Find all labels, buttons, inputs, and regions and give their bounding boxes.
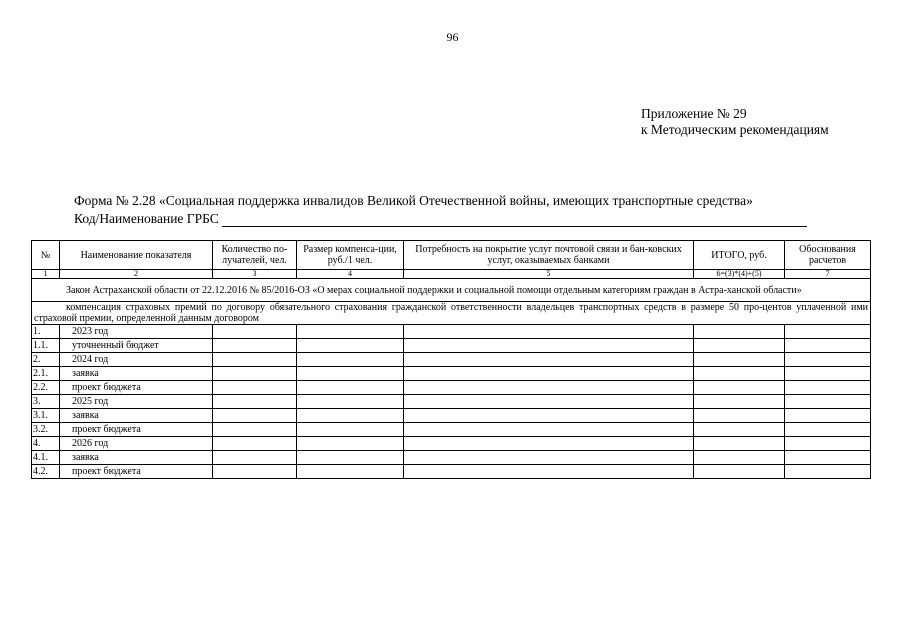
value-cell[interactable] xyxy=(785,367,871,381)
column-number: 4 xyxy=(297,270,404,279)
value-cell[interactable] xyxy=(694,325,785,339)
row-number: 1. xyxy=(32,325,60,339)
header-cell: Размер компенса-ции, руб./1 чел. xyxy=(297,241,404,270)
value-cell[interactable] xyxy=(297,465,404,479)
form-title: Форма № 2.28 «Социальная поддержка инвалидов Великой Отечественной войны, имеющих транспортные средства» xyxy=(74,193,753,208)
row-label: 2023 год xyxy=(60,325,213,339)
value-cell[interactable] xyxy=(694,409,785,423)
value-cell[interactable] xyxy=(404,325,694,339)
value-cell[interactable] xyxy=(404,339,694,353)
value-cell[interactable] xyxy=(785,409,871,423)
value-cell[interactable] xyxy=(785,437,871,451)
appendix-note xyxy=(641,106,829,138)
law-row xyxy=(32,279,871,302)
value-cell[interactable] xyxy=(404,353,694,367)
row-number: 1.1. xyxy=(32,339,60,353)
grbs-blank-line xyxy=(222,214,807,227)
row-label: заявка xyxy=(60,451,213,465)
column-number: 6=(3)*(4)+(5) xyxy=(694,270,785,279)
report-table xyxy=(31,240,871,479)
law-text: Закон Астраханской области от 22.12.2016 № 85/2016-ОЗ «О мерах социальной поддержки и социальной помощи отдельным категориям граждан в Астра-ханской области» xyxy=(32,279,871,302)
value-cell[interactable] xyxy=(404,367,694,381)
value-cell[interactable] xyxy=(213,325,297,339)
table-row xyxy=(32,395,871,409)
value-cell[interactable] xyxy=(297,451,404,465)
column-number: 3 xyxy=(213,270,297,279)
table-row xyxy=(32,367,871,381)
value-cell[interactable] xyxy=(785,339,871,353)
column-number: 2 xyxy=(60,270,213,279)
value-cell[interactable] xyxy=(213,395,297,409)
table-row xyxy=(32,325,871,339)
value-cell[interactable] xyxy=(404,395,694,409)
value-cell[interactable] xyxy=(213,381,297,395)
appendix-line-1: Приложение № 29 xyxy=(641,106,747,121)
value-cell[interactable] xyxy=(694,437,785,451)
row-label: 2025 год xyxy=(60,395,213,409)
row-number: 3. xyxy=(32,395,60,409)
header-cell: Наименование показателя xyxy=(60,241,213,270)
table-row xyxy=(32,423,871,437)
row-number: 4. xyxy=(32,437,60,451)
value-cell[interactable] xyxy=(213,465,297,479)
value-cell[interactable] xyxy=(297,325,404,339)
value-cell[interactable] xyxy=(297,395,404,409)
value-cell[interactable] xyxy=(213,353,297,367)
value-cell[interactable] xyxy=(404,423,694,437)
table-row xyxy=(32,465,871,479)
row-label: уточненный бюджет xyxy=(60,339,213,353)
row-number: 4.1. xyxy=(32,451,60,465)
value-cell[interactable] xyxy=(297,423,404,437)
row-label: 2024 год xyxy=(60,353,213,367)
value-cell[interactable] xyxy=(785,325,871,339)
row-label: 2026 год xyxy=(60,437,213,451)
row-label: проект бюджета xyxy=(60,381,213,395)
header-cell: Количество по-лучателей, чел. xyxy=(213,241,297,270)
appendix-line-2: к Методическим рекомендациям xyxy=(641,122,829,137)
value-cell[interactable] xyxy=(785,381,871,395)
measure-text: компенсация страховых премий по договору обязательного страхования гражданской ответственности владельцев транспортных средств в размере 50 про-центов уплаченной ими страховой премии, определенной данным договором xyxy=(32,302,871,325)
column-number: 7 xyxy=(785,270,871,279)
row-number: 2. xyxy=(32,353,60,367)
value-cell[interactable] xyxy=(297,409,404,423)
row-number: 3.2. xyxy=(32,423,60,437)
value-cell[interactable] xyxy=(404,465,694,479)
value-cell[interactable] xyxy=(785,353,871,367)
value-cell[interactable] xyxy=(694,451,785,465)
value-cell[interactable] xyxy=(297,381,404,395)
header-row xyxy=(32,241,871,270)
value-cell[interactable] xyxy=(785,423,871,437)
value-cell[interactable] xyxy=(404,381,694,395)
value-cell[interactable] xyxy=(297,367,404,381)
header-cell: ИТОГО, руб. xyxy=(694,241,785,270)
row-label: заявка xyxy=(60,409,213,423)
row-number: 2.2. xyxy=(32,381,60,395)
table-row xyxy=(32,409,871,423)
value-cell[interactable] xyxy=(694,423,785,437)
value-cell[interactable] xyxy=(404,451,694,465)
value-cell[interactable] xyxy=(213,367,297,381)
value-cell[interactable] xyxy=(694,353,785,367)
header-cell: Обоснования расчетов xyxy=(785,241,871,270)
column-number: 1 xyxy=(32,270,60,279)
row-number: 4.2. xyxy=(32,465,60,479)
row-label: проект бюджета xyxy=(60,423,213,437)
value-cell[interactable] xyxy=(694,367,785,381)
header-cell: Потребность на покрытие услуг почтовой связи и бан-ковских услуг, оказываемых банками xyxy=(404,241,694,270)
column-number-row xyxy=(32,270,871,279)
value-cell[interactable] xyxy=(694,339,785,353)
page-number: 96 xyxy=(446,30,459,44)
table-row xyxy=(32,437,871,451)
measure-row xyxy=(32,302,871,325)
value-cell[interactable] xyxy=(694,381,785,395)
table-row xyxy=(32,451,871,465)
grbs-field xyxy=(74,211,807,227)
value-cell[interactable] xyxy=(785,465,871,479)
value-cell[interactable] xyxy=(213,451,297,465)
value-cell[interactable] xyxy=(297,353,404,367)
value-cell[interactable] xyxy=(694,465,785,479)
column-number: 5 xyxy=(404,270,694,279)
value-cell[interactable] xyxy=(213,409,297,423)
value-cell[interactable] xyxy=(785,451,871,465)
grbs-label: Код/Наименование ГРБС xyxy=(74,211,219,226)
row-number: 2.1. xyxy=(32,367,60,381)
table-row xyxy=(32,353,871,367)
value-cell[interactable] xyxy=(785,395,871,409)
table-row xyxy=(32,339,871,353)
value-cell[interactable] xyxy=(297,437,404,451)
value-cell[interactable] xyxy=(297,339,404,353)
value-cell[interactable] xyxy=(213,423,297,437)
value-cell[interactable] xyxy=(213,339,297,353)
header-cell: № xyxy=(32,241,60,270)
row-label: проект бюджета xyxy=(60,465,213,479)
row-label: заявка xyxy=(60,367,213,381)
row-number: 3.1. xyxy=(32,409,60,423)
value-cell[interactable] xyxy=(404,409,694,423)
value-cell[interactable] xyxy=(404,437,694,451)
value-cell[interactable] xyxy=(694,395,785,409)
value-cell[interactable] xyxy=(213,437,297,451)
table-row xyxy=(32,381,871,395)
